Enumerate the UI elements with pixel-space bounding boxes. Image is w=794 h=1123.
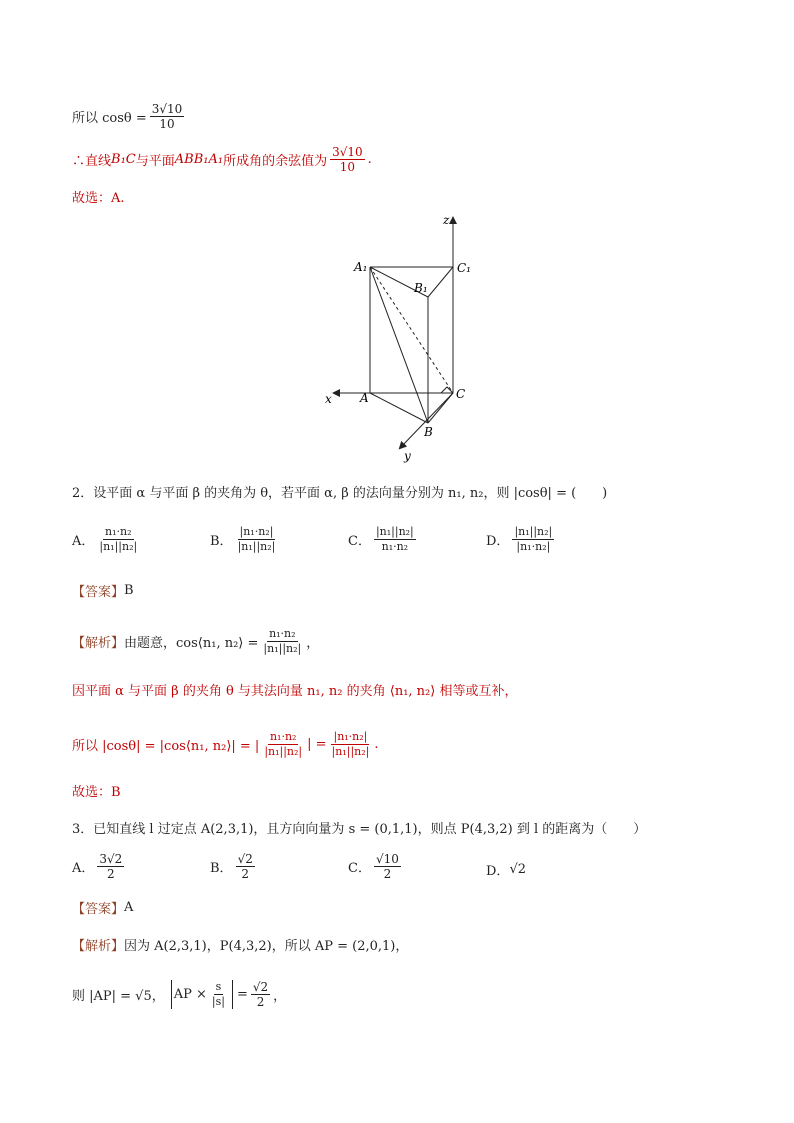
right-angle-mark xyxy=(441,387,453,393)
solution-choice-1: 故选：A. xyxy=(72,191,125,206)
cos-numerator: 3√10 xyxy=(151,102,183,116)
label-y: y xyxy=(404,449,411,463)
q2-option-b[interactable] xyxy=(210,525,280,554)
q3-stem: 3．已知直线 l 过定点 A(2,3,1)，且方向向量为 s = (0,1,1)，则点 P(4,3,2) 到 l 的距离为（ ） xyxy=(72,822,647,837)
edge-b1-c1 xyxy=(428,267,453,297)
q2-option-c-fraction xyxy=(374,525,416,554)
label-b: B xyxy=(424,425,433,439)
q3-analysis-2-prefix: 则 |AP| = √5， xyxy=(72,989,165,1004)
q3-option-b-num: √2 xyxy=(237,852,253,866)
q2-option-a-den: |n₁||n₂| xyxy=(99,540,138,553)
q3-option-c-label: C． xyxy=(348,861,371,876)
q2-analysis-tag: 【解析】 xyxy=(72,636,125,651)
q3-analysis-2-abs xyxy=(171,980,233,1009)
q2-analysis-2: 因平面 α 与平面 β 的夹角 θ 与其法向量 n₁, n₂ 的夹角 ⟨n₁, n₂⟩ 相等或互补， xyxy=(72,684,518,699)
q2-option-b-num: |n₁·n₂| xyxy=(239,525,274,538)
q3-option-c-fraction xyxy=(374,852,401,881)
q3-analysis-2-unit-den: |s| xyxy=(211,995,225,1008)
y-axis xyxy=(400,393,453,448)
q3-analysis-1-text: 因为 A(2,3,1)，P(4,3,2)，所以 AP = (2,0,1)， xyxy=(124,939,409,954)
q2-option-a[interactable] xyxy=(72,525,142,554)
q2-stem: 2．设平面 α 与平面 β 的夹角为 θ，若平面 α, β 的法向量分别为 n₁, n₂，则 |cosθ| = ( ) xyxy=(72,486,608,501)
q2-option-c-label: C． xyxy=(348,534,371,549)
q3-answer-tag: 【答案】 xyxy=(72,902,125,917)
q3-option-a-den: 2 xyxy=(107,867,115,881)
label-x: x xyxy=(325,392,332,406)
q3-analysis-2-unit-num: s xyxy=(215,980,222,993)
q3-option-d[interactable] xyxy=(486,860,526,879)
q2-analysis-1-fraction xyxy=(261,627,303,656)
q2-analysis-3-fraction-2 xyxy=(330,730,372,759)
prism-figure xyxy=(320,210,480,465)
q3-option-d-value: √2 xyxy=(509,862,526,877)
label-z: z xyxy=(443,213,450,227)
q3-analysis-2-fraction xyxy=(251,980,270,1009)
diag-a1-c-hidden xyxy=(370,267,453,393)
q3-analysis-2-den: 2 xyxy=(256,995,265,1009)
conclusion-suffix: 所成角的余弦值为 xyxy=(223,154,328,169)
q3-analysis-2-end: ， xyxy=(273,989,287,1004)
q2-answer-tag: 【答案】 xyxy=(72,585,125,600)
q3-option-d-label: D． xyxy=(486,864,510,879)
q3-analysis-2-unit-fraction xyxy=(210,980,227,1009)
label-c: C xyxy=(456,387,466,401)
q2-option-d-num: |n₁||n₂| xyxy=(514,525,553,538)
q2-option-c-num: |n₁||n₂| xyxy=(375,525,414,538)
q2-answer xyxy=(72,581,134,600)
q2-option-d-den: |n₁·n₂| xyxy=(516,540,551,553)
q3-option-b[interactable] xyxy=(210,852,258,881)
q3-option-b-den: 2 xyxy=(241,867,250,881)
q3-answer xyxy=(72,898,133,917)
q2-analysis-1-end: ， xyxy=(306,636,320,651)
q2-analysis-1 xyxy=(72,627,319,656)
q3-option-c[interactable] xyxy=(348,852,404,881)
solution-cos-line xyxy=(72,102,187,131)
q3-option-a-fraction xyxy=(97,852,124,881)
q2-option-b-fraction xyxy=(236,525,278,554)
conclusion-prefix: ∴直线 xyxy=(72,154,112,169)
solution-conclusion-line xyxy=(72,145,372,174)
q3-option-b-fraction xyxy=(236,852,255,881)
q3-option-b-label: B． xyxy=(210,861,233,876)
q2-analysis-3-mid: | = xyxy=(307,737,327,752)
q3-option-a-label: A． xyxy=(72,861,95,876)
q2-option-d[interactable] xyxy=(486,525,557,554)
q3-analysis-2-eq: = xyxy=(236,987,248,1002)
label-c1: C₁ xyxy=(457,261,471,275)
conclusion-denominator: 10 xyxy=(339,160,355,174)
label-a: A xyxy=(360,391,369,405)
q2-option-b-label: B． xyxy=(210,534,233,549)
q3-answer-value: A xyxy=(124,900,134,915)
q2-choice: 故选：B xyxy=(72,785,121,800)
q2-analysis-3-prefix: 所以 |cosθ| = |cos⟨n₁, n₂⟩| = | xyxy=(72,739,260,754)
q3-analysis-2 xyxy=(72,980,286,1009)
conclusion-fraction xyxy=(330,145,365,174)
conclusion-line-b1c: B₁C xyxy=(111,152,136,167)
q2-analysis-3-fraction-1 xyxy=(262,730,304,759)
edge-a-b xyxy=(370,393,428,423)
cos-fraction xyxy=(150,102,185,131)
q2-analysis-1-den: |n₁||n₂| xyxy=(263,642,302,655)
q2-analysis-3-den-1: |n₁||n₂| xyxy=(264,745,303,758)
q3-option-c-num: √10 xyxy=(375,852,399,866)
q3-analysis-1 xyxy=(72,935,408,954)
q2-option-d-fraction xyxy=(512,525,554,554)
q2-option-d-label: D． xyxy=(486,534,510,549)
conclusion-mid: 与平面 xyxy=(135,154,175,169)
q2-analysis-3-num-2: |n₁·n₂| xyxy=(333,730,368,743)
q2-option-c-den: n₁·n₂ xyxy=(381,540,409,553)
q3-option-c-den: 2 xyxy=(383,867,392,881)
cos-prefix: 所以 cosθ = xyxy=(72,111,147,126)
q3-analysis-2-abs-left: AP × xyxy=(173,987,207,1002)
q2-option-c[interactable] xyxy=(348,525,419,554)
q2-analysis-1-prefix: 由题意，cos⟨n₁, n₂⟩ = xyxy=(124,636,259,651)
q3-option-a-num: 3√2 xyxy=(99,852,123,866)
q3-analysis-tag: 【解析】 xyxy=(72,939,125,954)
q2-option-a-label: A． xyxy=(72,534,95,549)
q2-option-a-fraction xyxy=(97,525,139,554)
q3-analysis-2-num: √2 xyxy=(252,980,269,994)
q2-analysis-3-end: . xyxy=(374,737,379,752)
q2-analysis-3-num-1: n₁·n₂ xyxy=(269,730,297,743)
q2-option-b-den: |n₁||n₂| xyxy=(237,540,276,553)
conclusion-numerator: 3√10 xyxy=(332,145,363,159)
q3-option-a[interactable] xyxy=(72,852,127,881)
label-a1: A₁ xyxy=(354,260,368,274)
edge-b-c xyxy=(428,393,453,423)
q2-answer-value: B xyxy=(124,583,134,598)
label-b1: B₁ xyxy=(414,281,428,295)
q2-analysis-3 xyxy=(72,730,378,759)
conclusion-end: . xyxy=(367,152,372,167)
cos-denominator: 10 xyxy=(159,117,175,131)
q2-option-a-num: n₁·n₂ xyxy=(105,525,132,538)
q2-analysis-3-den-2: |n₁||n₂| xyxy=(331,745,370,758)
q2-analysis-1-num: n₁·n₂ xyxy=(269,627,296,640)
conclusion-plane: ABB₁A₁ xyxy=(174,152,224,167)
